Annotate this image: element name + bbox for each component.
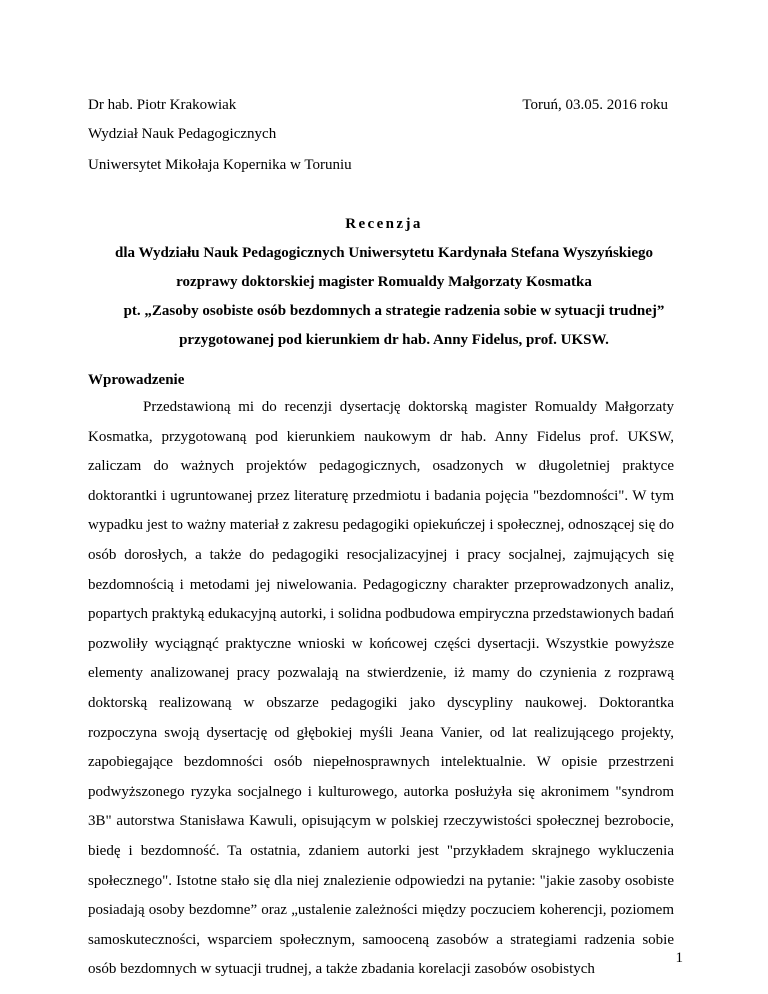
- page-number: 1: [675, 950, 683, 966]
- dissertation-subject: pt. „Zasoby osobiste osób bezdomnych a strategie radzenia sobie w sytuacji trudnej” przygotowanej pod kierunkiem dr hab. Anny Fidelus, prof. UKSW.: [123, 303, 665, 348]
- subtitle-line-2: rozprawy doktorskiej magister Romualdy Małgorzaty Kosmatka: [176, 274, 592, 290]
- body-paragraph: Przedstawioną mi do recenzji dysertację doktorską magister Romualdy Małgorzaty Kosmatka, przygotowaną pod kierunkiem naukowym dr hab. Anny Fidelus prof. UKSW, zaliczam do ważnych projektów pedagogicznych, osadzonych w długoletniej praktyce doktorantki i ugruntowanej przez literaturę przedmiotu i badania pojęcia "bezdomności". W tym wypadku jest to ważny materiał z zakresu pedagogiki opiekuńczej i społecznej, odnoszącej się do osób dorosłych, a także do pedagogiki resocjalizacyjnej i pracy socjalnej, zajmujących się bezdomnością i metodami jej niwelowania. Pedagogiczny charakter przeprowadzonych analiz, popartych praktyką edukacyjną autorki, i solidna podbudowa empiryczna przedstawionych badań pozwoliły wyciągnąć praktyczne wnioski w końcowej części dysertacji. Wszystkie powyższe elementy analizowanej pracy pozwalają na stwierdzenie, iż mamy do czynienia z rozprawą doktorską realizowaną w obszarze pedagogiki jako dyscypliny naukowej. Doktorantka rozpoczyna swoją dysertację od głębokiej myśli Jeana Vanier, od lat realizującego projekty, zapobiegające bezdomności osób niepełnosprawnych intelektualnie. W opisie przestrzeni podwyższonego ryzyka socjalnego i kulturowego, autorka posłużyła się akronimem "syndrom 3B" autorstwa Stanisława Kawuli, opisującym w polskiej rzeczywistości społecznej bezrobocie, biedę i bezdomność. Ta ostatnia, zdaniem autorki jest "przykładem skrajnego wykluczenia społecznego". Istotne stało się dla niej znalezienie odpowiedzi na pytanie: "jakie zasoby osobiste posiadają osoby bezdomne” oraz „ustalenie zależności między poczuciem koherencji, poziomem samoskuteczności, wsparciem społecznym, samooceną zasobów a strategiami radzenia sobie osób bezdomnych w sytuacji trudnej, a także zbadania korelacji zasobów osobistych: [88, 399, 674, 978]
- faculty-name: Wydział Nauk Pedagogicznych: [88, 126, 277, 142]
- place-date: Toruń, 03.05. 2016 roku: [522, 97, 668, 113]
- subtitle-line-1: dla Wydziału Nauk Pedagogicznych Uniwersytetu Kardynała Stefana Wyszyńskiego: [115, 245, 653, 261]
- university-name: Uniwersytet Mikołaja Kopernika w Toruniu: [88, 157, 352, 173]
- reviewer-name: Dr hab. Piotr Krakowiak: [88, 97, 237, 113]
- document-title: Recenzja: [345, 216, 423, 232]
- section-heading: Wprowadzenie: [88, 372, 185, 388]
